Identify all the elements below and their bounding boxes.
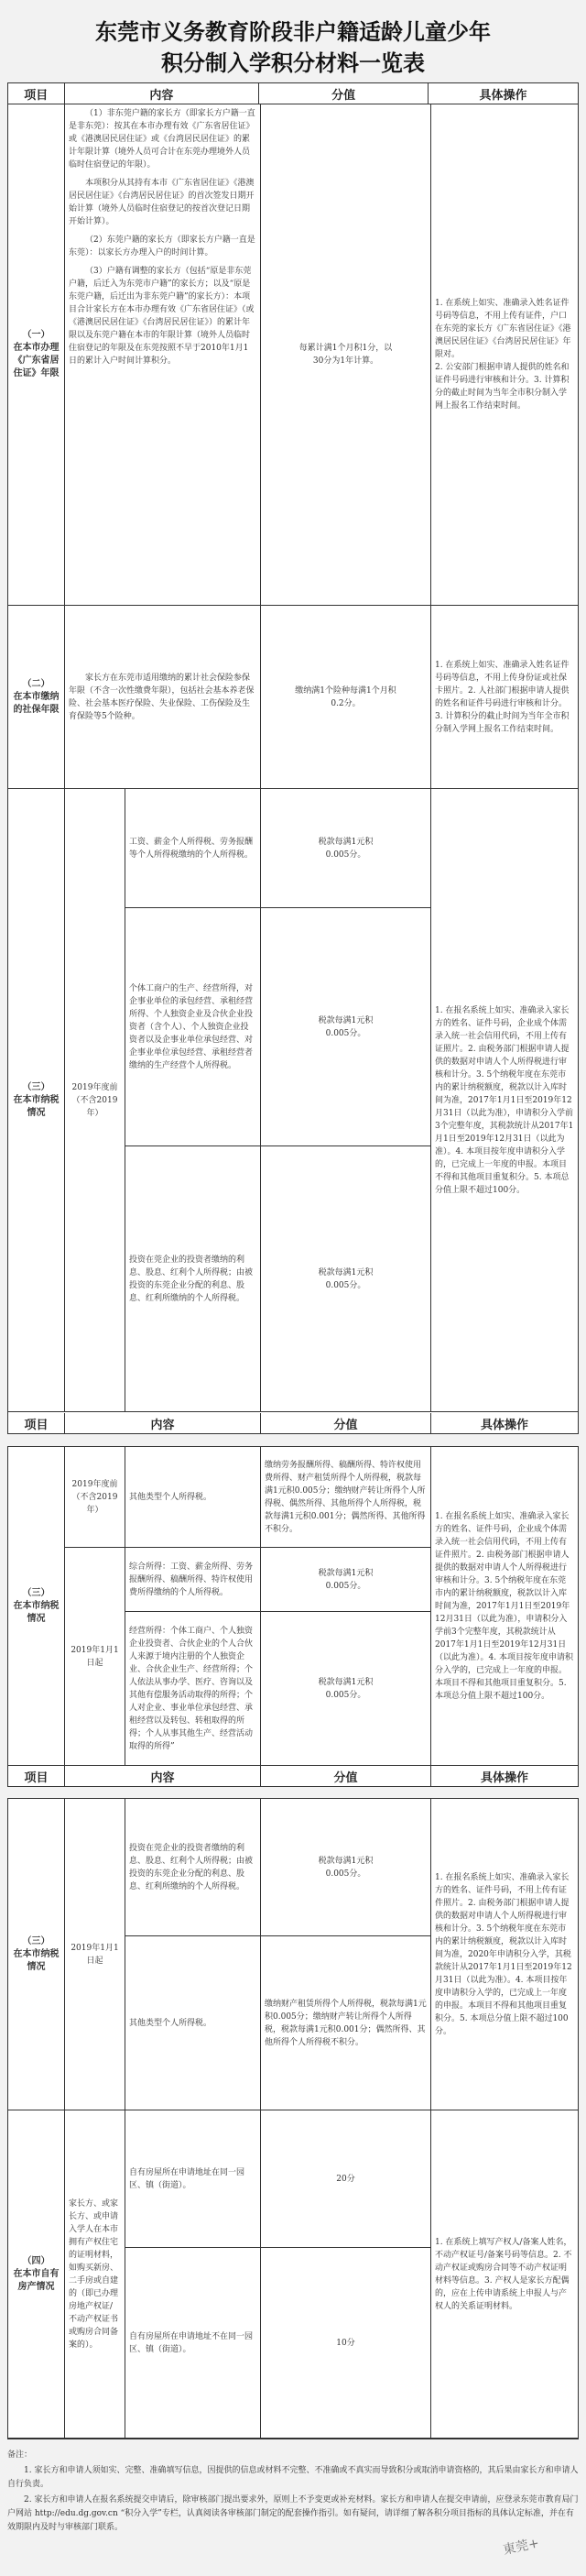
tax-row-score: 缴纳财产租赁所得个人所得税，税款每满1元积0.005分；缴纳财产转让所得个人所得税，税款每满1元积0.001分；偶然所得、其他所得个人所得税不积分。 [261, 1936, 431, 2110]
note-item: 2. 家长方和申请人在报名系统提交申请后，除审核部门提出要求外，原则上不予变更或补充材料。家长方和申请人在提交申请前，应登录东莞市教育局门户网站 http://edu.dg.gov.cn “积分入学”专栏，认真阅读各审核部门制定的配套操作指引。如有疑问，请详细了解各积分项目指标的具体认定标准，并在有效期限内及时与审核部门联系。 [7, 2495, 579, 2532]
watermark-stamp: 東莞+ [502, 2536, 541, 2559]
tax-row-score: 税款每满1元积0.005分。 [261, 1146, 431, 1412]
tax-row-content: 其他类型个人所得税。 [125, 1447, 261, 1548]
tax-operation: 1. 在报名系统上如实、准确录入家长方的姓名、证件号码，企业成个体需录入统一社会信用代码，不用上传有证件照片。2. 由税务部门根据申请人提供的数据对申请人个人所得税进行审核和计分。3. 5个纳税年度在东莞市内的累计纳税额度，税款以计入库时间为准，2017年1月1日至2019年12月31日（以此为准），申请积分入学前3个完整年度，其税款统计从2017年1月1日至2019年12月31日（以此为准）。4. 本项目按年度申请积分入学的，已完成上一年度的申报。本项目不得和其他项目重复积分。5. 本项总分值上限不超过100分。 [431, 1447, 578, 1766]
section-label-residence: （一） 在本市办理《广东省居住证》年限 [8, 104, 65, 606]
tax-row-content: 综合所得：工资、薪金所得、劳务报酬所得、稿酬所得、特许权使用费所得缴纳的个人所得税。 [125, 1548, 261, 1612]
tax-row-score: 税款每满1元积0.005分。 [261, 1548, 431, 1612]
residence-operation: 1. 在系统上如实、准确录入姓名证件号码等信息，不用上传有证件，户口在东莞的家长方《广东省居住证》《港澳居民居住证》《台湾居民居住证》年限对。 2. 公安部门根据申请人提供的姓名和证件号码进行审核和计分。3. 计算积分的截止时间为当年全市积分制入学网上报名工作结束时间。 [431, 104, 578, 606]
social-insurance-score: 缴纳满1个险种每满1个月积0.2分。 [261, 606, 431, 789]
page-title: 东莞市义务教育阶段非户籍适龄儿童少年 积分制入学积分材料一览表 [95, 18, 491, 76]
tax-period-before-2019: 2019年度前（不含2019年） [65, 1447, 125, 1548]
tax-row-content: 个体工商户的生产、经营所得，对企事业单位的承包经营、承租经营所得、个人独资企业及合伙企业投资者（含个人）、个人独资企业投资者以及企事业单位承包经营、对企事业单位承包经营、承租经营者缴纳的生产经营个人所得税。 [125, 908, 261, 1146]
residence-content: （1）非东莞户籍的家长方（即家长方户籍一直是非东莞）：按其在本市办理有效《广东省居住证》或《港澳居民居住证》或《台湾居民居住证》的累计年限计算（境外人员可合计在东莞办理境外人员临时住宿登记的年限）。 本项积分从其持有本市《广东省居住证》《港澳居民居住证》《台湾居民居住证》的首次签发日期开始计算（境外人员临时住宿登记的按首次登记日期开始计算）。 （2）东莞户籍的家长方（即家长方户籍一直是东莞）：以家长方办理入户的时间计算。 （3）户籍有调整的家长方（包括“原是非东莞户籍，后迁入为东莞市户籍”的家长方；以及“原是东莞户籍，后迁出为非东莞户籍”的家长方）：本项目合计家长方在本市办理有效《广东省居住证》（或《港澳居民居住证》《台湾居民居住证》）的累计年限以及东莞户籍在本市的年限计算（境外人员临时住宿登记的年限及在东莞按照不早于2010年1月1日的累计入户时间计算积分。 [65, 104, 261, 606]
tax-operation: 1. 在报名系统上如实、准确录入家长方的姓名、证件号码，企业成个体需录入统一社会信用代码，不用上传有证照片。2. 由税务部门根据申请人提供的数据对申请人个人所得税进行审核和计分。3. 5个纳税年度在东莞市内的累计纳税额度，税款以计入库时间为准，2017年1月1日至2019年12月31日（以此为准），申请积分入学前3个完整年度，其税款统计从2017年1月1日至2019年12月31日（以此为准）。4. 本项目按年度申请积分入学的，已完成上一年度的申报。本项目不得和其他项目重复积分。5. 本项总分值上限不超过100分。 [431, 789, 578, 1412]
tax-row-content: 投资在莞企业的投资者缴纳的利息、股息、红利个人所得税；由被投资的东莞企业分配的利息、股息、红利所缴纳的个人所得税。 [125, 1799, 261, 1936]
tax-row-score: 税款每满1元积0.005分。 [261, 789, 431, 908]
table-header: 项目 内容 分值 具体操作 [8, 83, 578, 104]
tax-row-content: 工资、薪金个人所得税、劳务报酬等个人所得税缴纳的个人所得税。 [125, 789, 261, 908]
tax-row-content: 投资在莞企业的投资者缴纳的利息、股息、红利个人所得税；由被投资的东莞企业分配的利息、股息、红利所缴纳的个人所得税。 [125, 1146, 261, 1412]
tax-row-score: 缴纳劳务报酬所得、稿酬所得、特许权使用费所得、财产租赁所得个人所得税，税款每满1元积0.005分；缴纳财产转让所得个人所得税、偶然所得、其他所得个人所得税，税款每满1元积0.001分；偶然所得、其他所得不积分。 [261, 1447, 431, 1548]
tax-row-score: 税款每满1元积0.005分。 [261, 1799, 431, 1936]
tax-row-score: 税款每满1元积0.005分。 [261, 908, 431, 1146]
notes-title: 备注： [7, 2450, 33, 2460]
property-row-content: 自有房屋所在申请地址在同一园区、镇（街道）。 [125, 2110, 261, 2248]
tax-row-score: 税款每满1元积0.005分。 [261, 1612, 431, 1766]
social-insurance-operation: 1. 在系统上如实、准确录入姓名证件号码等信息，不用上传身份证或社保卡照片。2. 人社部门根据申请人提供的姓名和证件号码进行审核和计分。3. 计算积分的截止时间为当年全市积分制入学网上报名工作结束时间。 [431, 606, 578, 789]
table-footer-header: 项目 内容 分值 具体操作 [8, 1413, 578, 1433]
note-item: 1. 家长方和申请人须如实、完整、准确填写信息，因提供的信息或材料不完整、不准确或不真实而导致积分或取消申请资格的，其后果由家长方和申请人自行负责。 [7, 2466, 579, 2489]
property-row-score: 20分 [261, 2110, 431, 2248]
table-footer-header: 项目 内容 分值 具体操作 [8, 1766, 578, 1786]
table-page-2 [7, 1446, 579, 1787]
section-label-tax: （三） 在本市纳税情况 [8, 1799, 65, 2110]
residence-score: 每累计满1个月积1分，以30分为1年计算。 [261, 104, 431, 606]
property-proof: 家长方、或家长方、或申请入学人在本市拥有产权住宅的证明材料，如购买新房、二手房或自建的（即已办理房地产权证/不动产权证书或购房合同备案的）。 [65, 2110, 125, 2439]
section-label-property: （四） 在本市自有房产情况 [8, 2110, 65, 2439]
property-operation: 1. 在系统上填写产权人/备案人姓名，不动产权证号/备案号码等信息。2. 不动产权证或购房合同等不动产权证明材料等信息。3. 产权人是家长方配偶的，应在上传申请系统上申报人与产权人的关系证明材料。 [431, 2110, 578, 2439]
property-row-score: 10分 [261, 2248, 431, 2439]
tax-period-before-2019: 2019年度前（不含2019年） [65, 789, 125, 1412]
tax-period-from-2019: 2019年1月1日起 [65, 1548, 125, 1766]
tax-row-content: 其他类型个人所得税。 [125, 1936, 261, 2110]
table-page-3 [7, 1798, 579, 2439]
table-page-1 [7, 82, 579, 1434]
property-row-content: 自有房屋所在申请地址不在同一园区、镇（街道）。 [125, 2248, 261, 2439]
tax-period-from-2019: 2019年1月1日起 [65, 1799, 125, 2110]
section-label-tax: （三） 在本市纳税情况 [8, 1447, 65, 1766]
section-label-social-insurance: （二） 在本市缴纳的社保年限 [8, 606, 65, 789]
section-label-tax: （三） 在本市纳税情况 [8, 789, 65, 1412]
tax-row-content: 经营所得：个体工商户、个人独资企业投资者、合伙企业的个人合伙人来源于境内注册的个人独资企业、合伙企业生产、经营所得；个人依法从事办学、医疗、咨询以及其他有偿服务活动取得的所得；个人对企业、事业单位承包经营、承租经营以及转包、转租取得的所得；个人从事其他生产、经营活动取得的所得” [125, 1612, 261, 1766]
social-insurance-content: 家长方在东莞市适用缴纳的累计社会保险参保年限（不含一次性缴费年限），包括社会基本养老保险、社会基本医疗保险、失业保险、工伤保险及生育保险等5个险种。 [65, 606, 261, 789]
tax-operation: 1. 在报名系统上如实、准确录入家长方的姓名、证件号码，不用上传有证件照片。2. 由税务部门根据申请人提供的数据对申请人个人所得税进行审核和计分。3. 5个纳税年度在东莞市内的累计纳税额度，税款以计入库时间为准，2020年申请积分入学，其税款统计从2017年1月1日至2019年12月31日（以此为准）。4. 本项目按年度申请积分入学的，已完成上一年度的申报。本项目不得和其他项目重复积分。5. 本项总分值上限不超过100分。 [431, 1799, 578, 2110]
notes [7, 2449, 579, 2537]
